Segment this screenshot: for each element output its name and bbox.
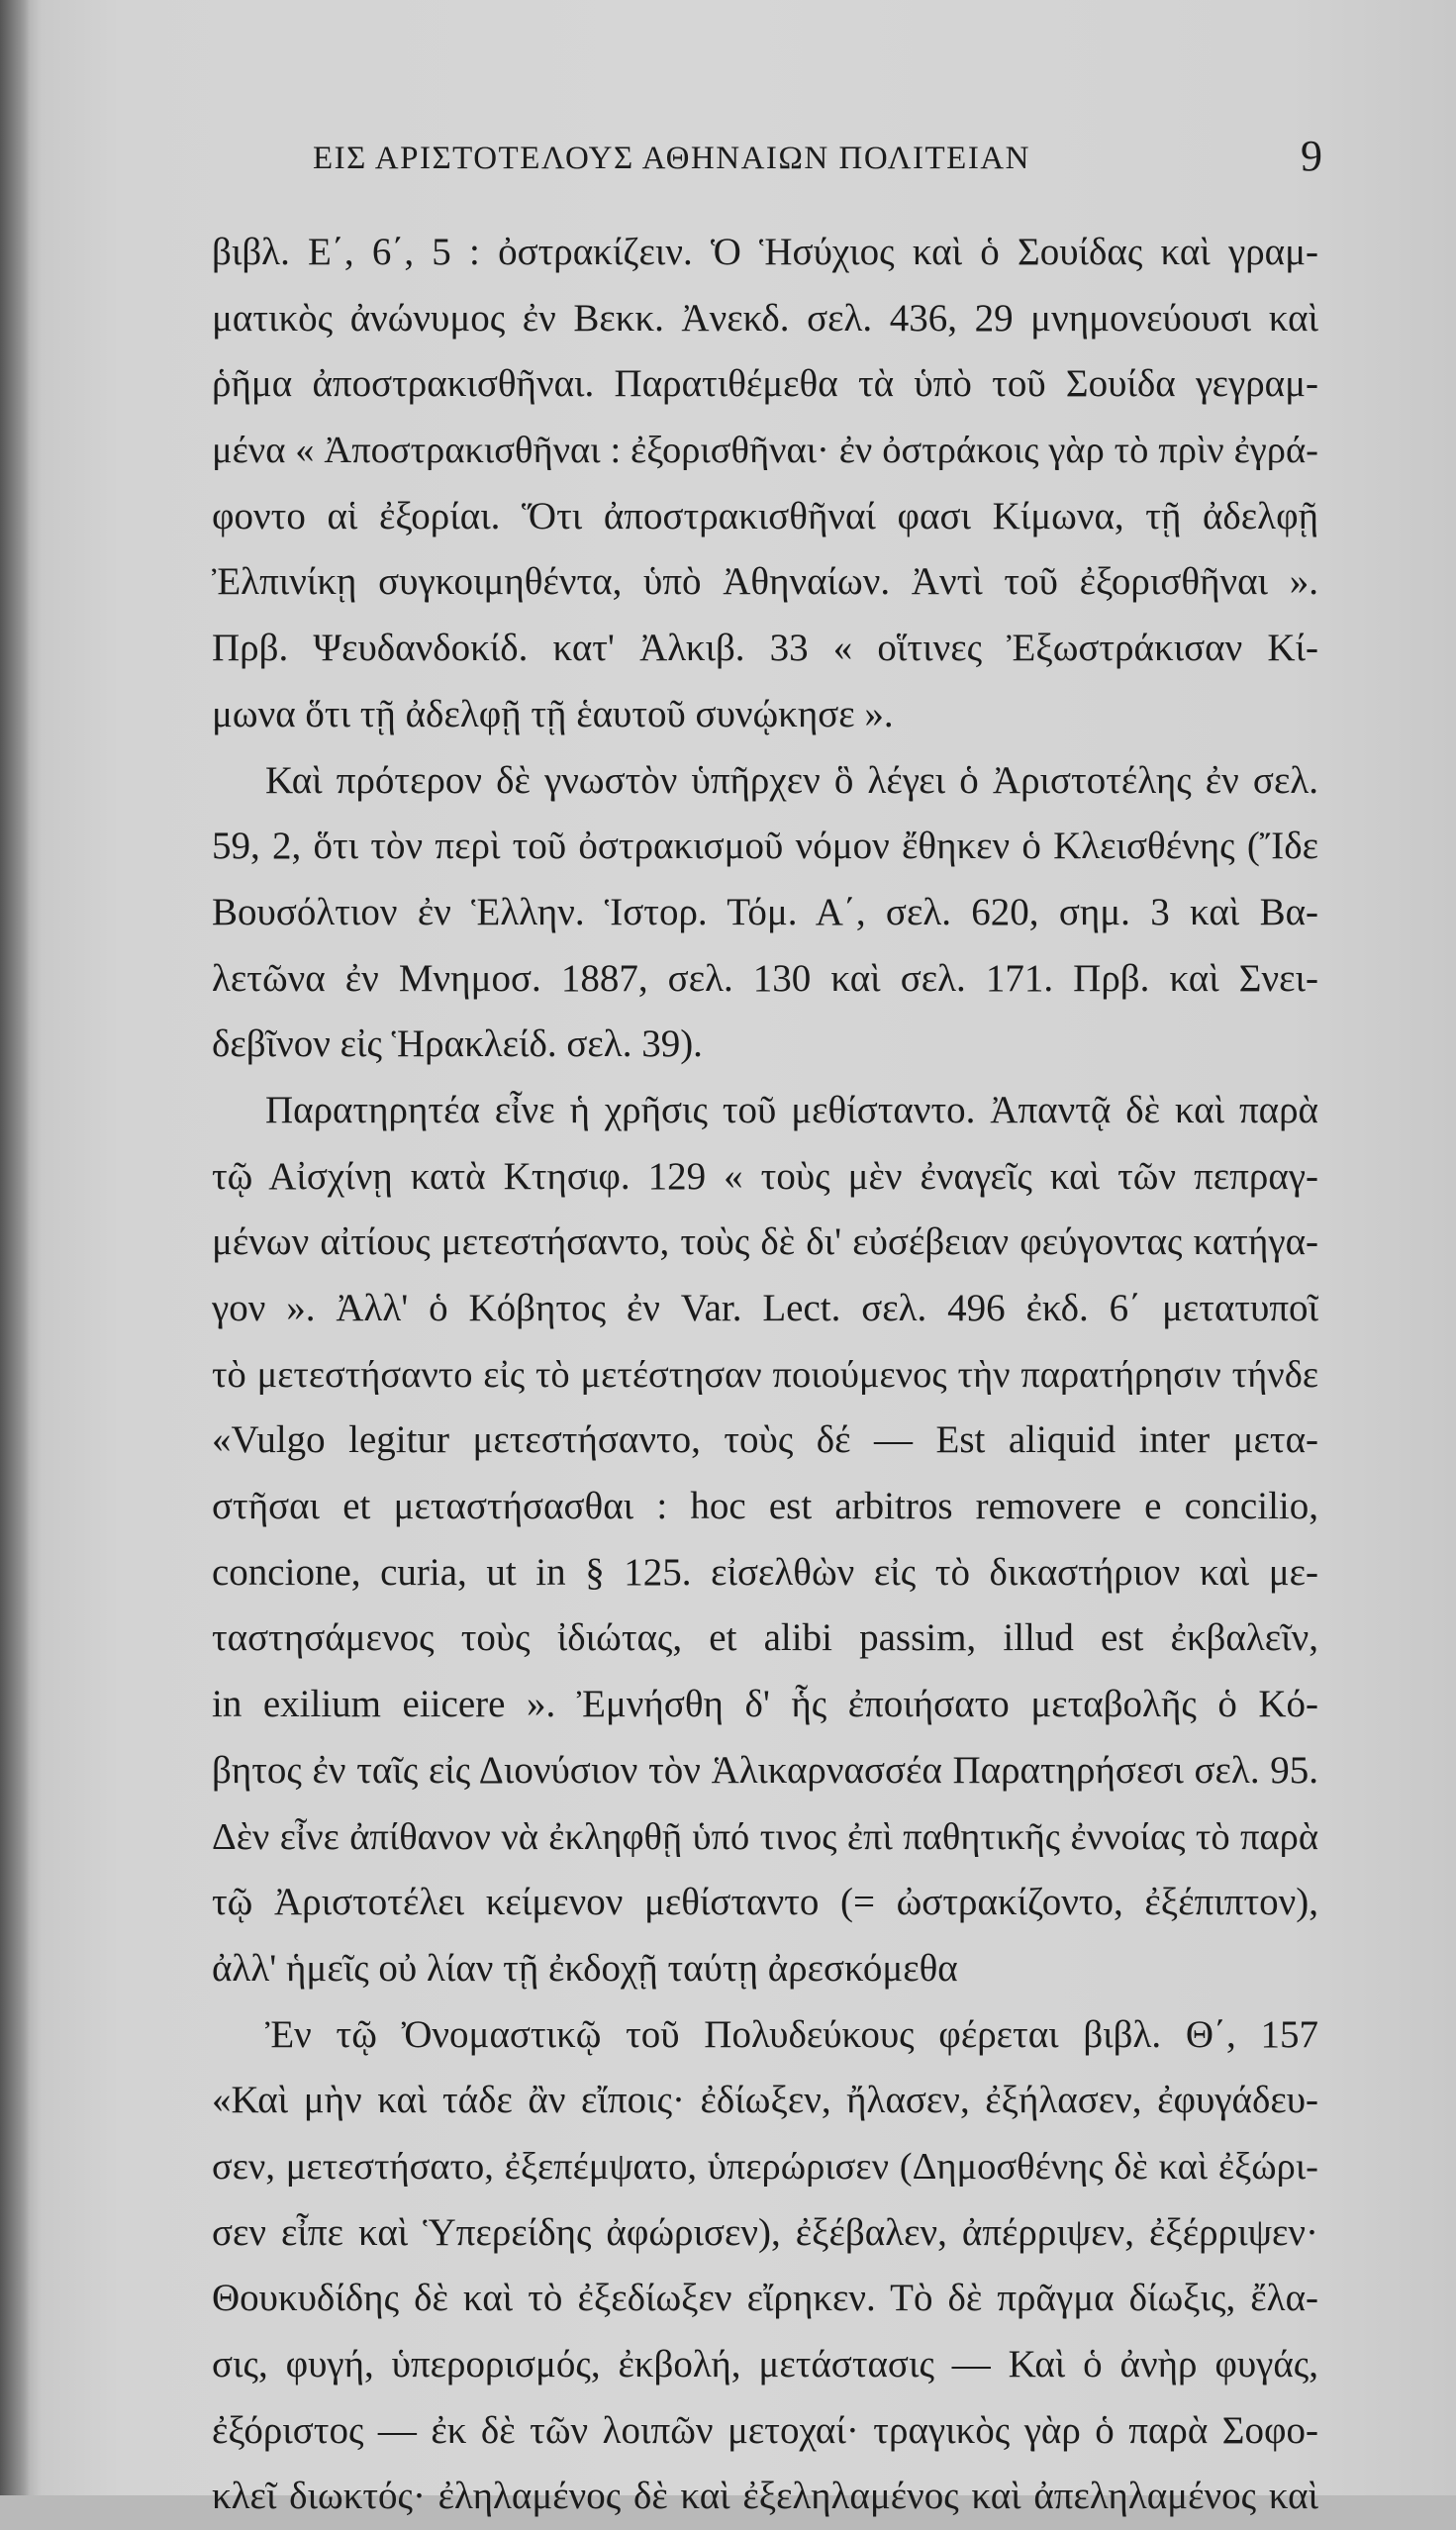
text-line: 59, 2, ὅτι τὸν περὶ τοῦ ὀστρακισμοῦ νόμον ἔθηκεν ὁ Κλεισθένης (Ἴδε [212,825,1318,868]
text-line: ἀλλ' ἡμεῖς οὐ λίαν τῇ ἐκδοχῇ ταύτῃ ἀρεσκόμεθα [212,1946,958,1990]
text-line: γον ». Ἀλλ' ὁ Κόβητος ἐν Var. Lect. σελ. 496 ἐκδ. 6΄ μετατυποῖ [212,1287,1318,1329]
text-line: μένα « Ἀποστρακισθῆναι : ἐξορισθῆναι· ἐν ὀστράκοις γὰρ τὸ πρὶν ἐγρά- [212,430,1318,472]
text-line: κλεῖ διωκτός· ἐληλαμένος δὲ καὶ ἐξεληλαμένος καὶ ἀπεληλαμένος καὶ [212,2475,1318,2518]
running-head: ΕΙΣ ΑΡΙΣΤΟΤΕΛΟΥΣ ΑΘΗΝΑΙΩΝ ΠΟΛΙΤΕΙΑΝ [313,141,1030,176]
text-line: δεβῖνον εἰς Ἡρακλείδ. σελ. 39). [212,1022,703,1066]
text-line: Βουσόλτιον ἐν Ἑλλην. Ἱστορ. Τόμ. Α΄, σελ. 620, σημ. 3 καὶ Βα- [212,890,1318,933]
text-line: βιβλ. Ε΄, 6΄, 5 : ὀστρακίζειν. Ὁ Ἡσύχιος καὶ ὁ Σουίδας καὶ γραμ- [212,231,1318,273]
text-line: σεν, μετεστήσατο, ἐξεπέμψατο, ὑπερώρισεν (Δημοσθένης δὲ καὶ ἐξώρι- [212,2145,1318,2188]
text-line: τὸ μετεστήσαντο εἰς τὸ μετέστησαν ποιούμενος τὴν παρατήρησιν τήνδε [212,1353,1318,1396]
paragraph-first-line: Παρατηρητέα εἶνε ἡ χρῆσις τοῦ μεθίσταντο. Ἀπαντᾷ δὲ καὶ παρὰ [265,1088,1318,1131]
paragraph-first-line: Ἐν τῷ Ὀνομαστικῷ τοῦ Πολυδεύκους φέρεται βιβλ. Θ΄, 157 [265,2012,1318,2056]
text-line: ῥῆμα ἀποστρακισθῆναι. Παρατιθέμεθα τὰ ὑπὸ τοῦ Σουίδα γεγραμ- [212,362,1318,406]
text-line: ἐξόριστος — ἐκ δὲ τῶν λοιπῶν μετοχαί· τραγικὸς γὰρ ὁ παρὰ Σοφο- [212,2408,1318,2452]
page-number: 9 [1301,132,1322,180]
text-line: «Καὶ μὴν καὶ τάδε ἂν εἴποις· ἐδίωξεν, ἤλασεν, ἐξήλασεν, ἐφυγάδευ- [212,2079,1318,2122]
paragraph-first-line: Καὶ πρότερον δὲ γνωστὸν ὑπῆρχεν ὃ λέγει ὁ Ἀριστοτέλης ἐν σελ. [265,758,1318,802]
text-line: ματικὸς ἀνώνυμος ἐν Βεκκ. Ἀνεκδ. σελ. 436, 29 μνημονεύουσι καὶ [212,296,1318,340]
text-line: concione, curia, ut in § 125. εἰσελθὼν εἰς τὸ δικαστήριον καὶ με- [212,1550,1318,1594]
text-line: in exilium eiicere ». Ἐμνήσθη δ' ἧς ἐποιήσατο μεταβολῆς ὁ Κό- [212,1683,1318,1726]
text-line: Θουκυδίδης δὲ καὶ τὸ ἐξεδίωξεν εἴρηκεν. Τὸ δὲ πρᾶγμα δίωξις, ἔλα- [212,2277,1318,2320]
book-spine-shadow [0,0,30,2495]
body-text [212,220,1318,2530]
text-line: μένων αἰτίους μετεστήσαντο, τοὺς δὲ δι' εὐσέβειαν φεύγοντας κατήγα- [212,1220,1318,1264]
text-line: λετῶνα ἐν Μνημοσ. 1887, σελ. 130 καὶ σελ. 171. Πρβ. καὶ Σνει- [212,956,1318,1000]
text-line: σεν εἶπε καὶ Ὑπερείδης ἀφώρισεν), ἐξέβαλεν, ἀπέρριψεν, ἐξέρριψεν· [212,2210,1318,2254]
text-line: ταστησάμενος τοὺς ἰδιώτας, et alibi passim, illud est ἐκβαλεῖν, [212,1616,1318,1660]
text-line: Δὲν εἶνε ἀπίθανον νὰ ἐκληφθῇ ὑπό τινος ἐπὶ παθητικῆς ἐννοίας τὸ παρὰ [212,1815,1318,1858]
text-line: τῷ Αἰσχίνῃ κατὰ Κτησιφ. 129 « τοὺς μὲν ἐναγεῖς καὶ τῶν πεπραγ- [212,1154,1318,1198]
text-line: τῷ Ἀριστοτέλει κείμενον μεθίσταντο (= ὠστρακίζοντο, ἐξέπιπτον), [212,1881,1318,1924]
text-line: φοντο αἱ ἐξορίαι. Ὅτι ἀποστρακισθῆναί φασι Κίμωνα, τῇ ἀδελφῇ [212,494,1318,537]
text-line: βητος ἐν ταῖς εἰς Διονύσιον τὸν Ἁλικαρνασσέα Παρατηρήσεσι σελ. 95. [212,1748,1318,1792]
text-line: μωνα ὅτι τῇ ἀδελφῇ τῇ ἑαυτοῦ συνῴκησε ». [212,692,894,735]
text-line: «Vulgo legitur μετεστήσαντο, τοὺς δέ — Est aliquid inter μετα- [212,1418,1318,1462]
text-line: στῆσαι et μεταστήσασθαι : hoc est arbitros removere e concilio, [212,1485,1318,1528]
text-line: Ἐλπινίκῃ συγκοιμηθέντα, ὑπὸ Ἀθηναίων. Ἀντὶ τοῦ ἐξορισθῆναι ». [212,560,1318,604]
text-line: σις, φυγή, ὑπερορισμός, ἐκβολή, μετάστασις — Καὶ ὁ ἀνὴρ φυγάς, [212,2343,1318,2385]
text-line: Πρβ. Ψευδανδοκίδ. κατ' Ἀλκιβ. 33 « οἵτινες Ἐξωστράκισαν Κί- [212,627,1318,670]
